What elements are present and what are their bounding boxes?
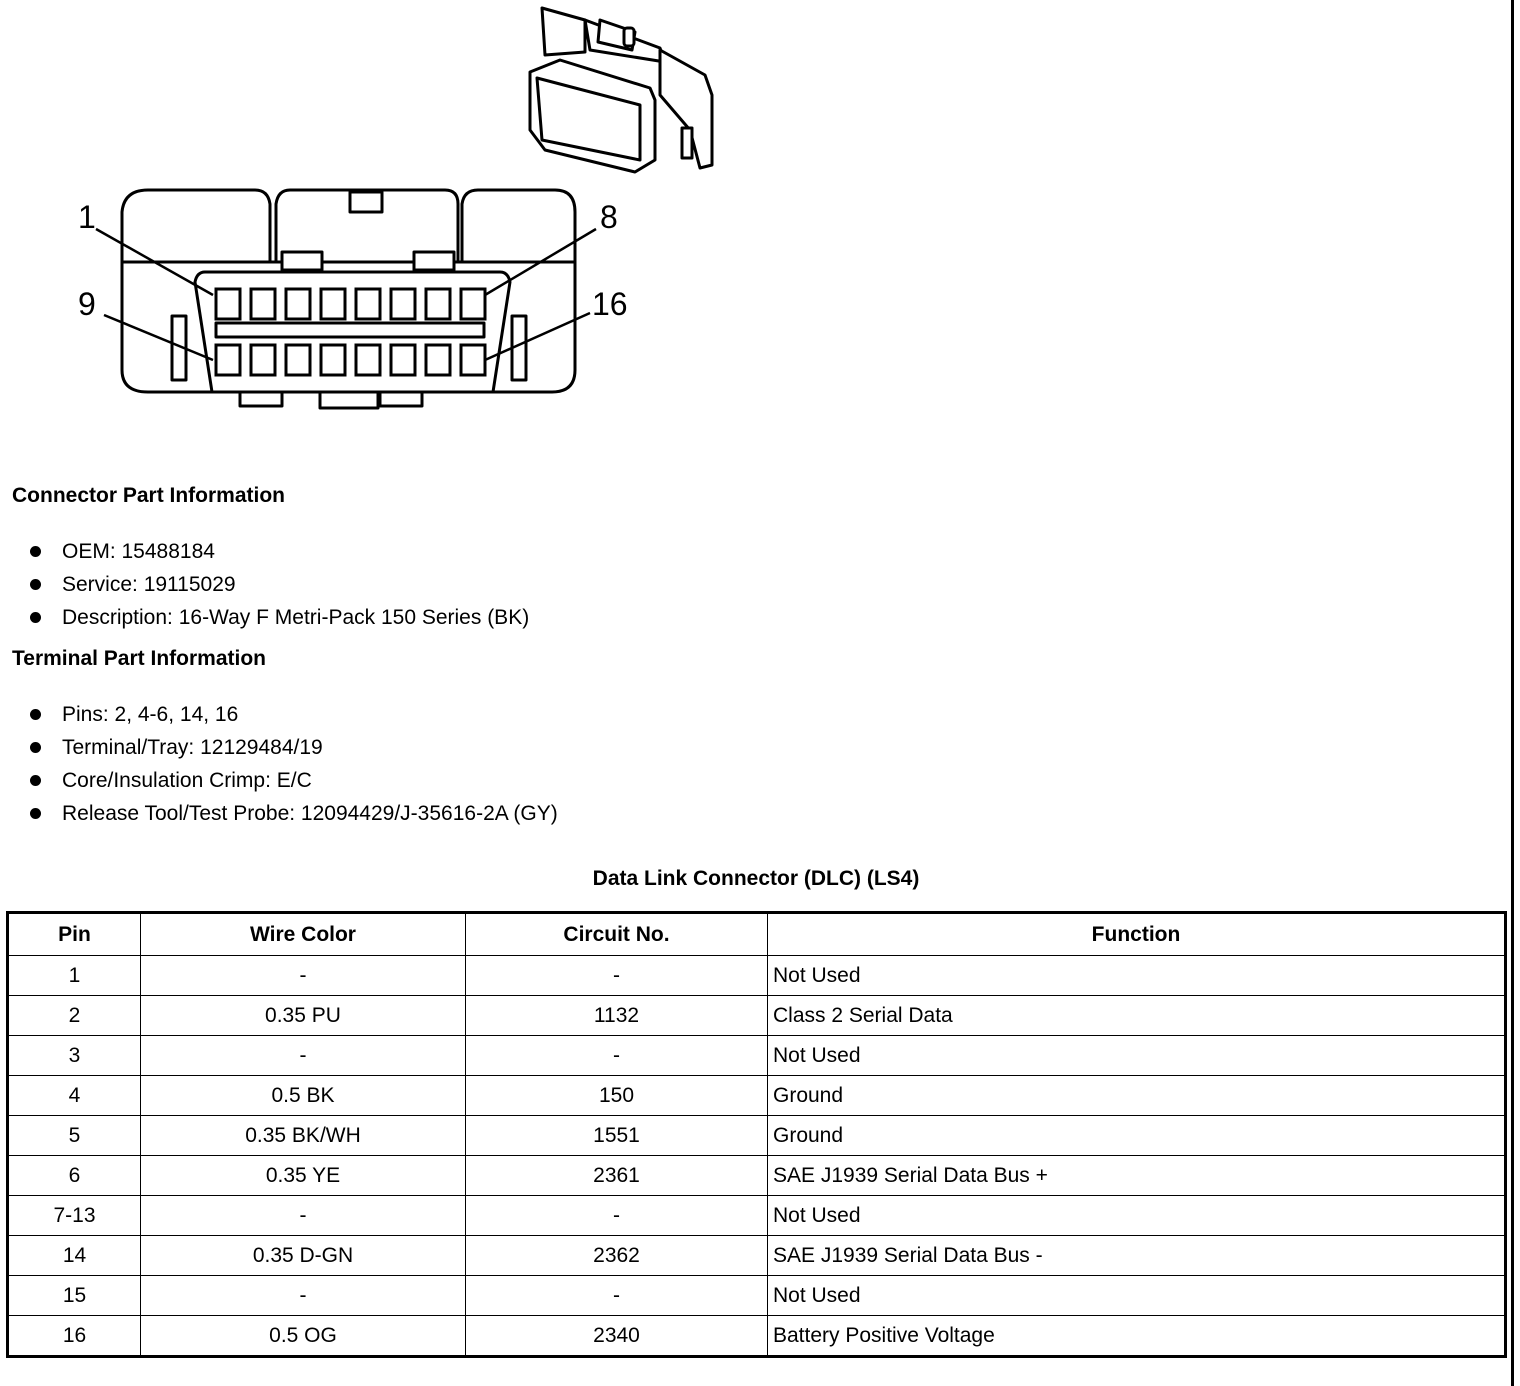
- connector-info-list: [30, 535, 529, 634]
- column-header-pin: Pin: [8, 913, 141, 956]
- cell-function: Class 2 Serial Data: [768, 996, 1506, 1036]
- pinout-table: [6, 911, 1507, 1358]
- table-row: [8, 956, 1506, 996]
- connector-isometric-view: [530, 8, 712, 172]
- pin-cavity: [391, 289, 415, 319]
- pin-cavity: [286, 345, 310, 375]
- pin-cavity: [216, 345, 240, 375]
- cell-circuit: -: [466, 956, 768, 996]
- cell-circuit: 2361: [466, 1156, 768, 1196]
- bullet-icon: [30, 612, 41, 623]
- connector-info-heading: Connector Part Information: [12, 484, 286, 507]
- cell-circuit: 2340: [466, 1316, 768, 1357]
- cell-function: Ground: [768, 1116, 1506, 1156]
- list-item: Release Tool/Test Probe: 12094429/J-35616-2A (GY): [30, 797, 558, 830]
- pin-cavity: [251, 345, 275, 375]
- cell-function: SAE J1939 Serial Data Bus -: [768, 1236, 1506, 1276]
- list-item: OEM: 15488184: [30, 535, 529, 568]
- table-title: Data Link Connector (DLC) (LS4): [592, 867, 920, 890]
- pin-cavity: [356, 345, 380, 375]
- pin-cavity: [426, 289, 450, 319]
- cell-circuit: 150: [466, 1076, 768, 1116]
- terminal-info-list: [30, 698, 558, 830]
- cell-pin: 1: [8, 956, 141, 996]
- table-row: [8, 1036, 1506, 1076]
- cell-wire-color: 0.5 OG: [141, 1316, 466, 1357]
- pin-cavity: [286, 289, 310, 319]
- pin-label-8: 8: [600, 199, 618, 235]
- cell-pin: 3: [8, 1036, 141, 1076]
- list-item: Pins: 2, 4-6, 14, 16: [30, 698, 558, 731]
- cell-pin: 4: [8, 1076, 141, 1116]
- list-item: Core/Insulation Crimp: E/C: [30, 764, 558, 797]
- pin-cavity: [461, 345, 485, 375]
- cell-circuit: 1132: [466, 996, 768, 1036]
- table-row: [8, 1276, 1506, 1316]
- column-header-function: Function: [768, 913, 1506, 956]
- terminal-info-heading: Terminal Part Information: [12, 647, 266, 670]
- cell-function: Battery Positive Voltage: [768, 1316, 1506, 1357]
- pin-cavity: [426, 345, 450, 375]
- cell-circuit: -: [466, 1036, 768, 1076]
- cell-circuit: -: [466, 1276, 768, 1316]
- pin-label-16: 16: [592, 286, 628, 322]
- cell-function: Not Used: [768, 1276, 1506, 1316]
- cell-function: Not Used: [768, 1196, 1506, 1236]
- cell-wire-color: 0.35 PU: [141, 996, 466, 1036]
- table-row: [8, 1076, 1506, 1116]
- table-row: [8, 1316, 1506, 1357]
- bullet-icon: [30, 709, 41, 720]
- cell-function: Not Used: [768, 956, 1506, 996]
- cell-pin: 14: [8, 1236, 141, 1276]
- table-row: [8, 1196, 1506, 1236]
- cell-wire-color: 0.35 BK/WH: [141, 1116, 466, 1156]
- cell-function: Not Used: [768, 1036, 1506, 1076]
- cell-pin: 16: [8, 1316, 141, 1357]
- table-header-row: [8, 913, 1506, 956]
- table-row: [8, 996, 1506, 1036]
- cell-function: SAE J1939 Serial Data Bus +: [768, 1156, 1506, 1196]
- bullet-icon: [30, 775, 41, 786]
- cell-wire-color: -: [141, 1036, 466, 1076]
- bullet-icon: [30, 808, 41, 819]
- cell-wire-color: 0.35 D-GN: [141, 1236, 466, 1276]
- pin-label-9: 9: [78, 286, 96, 322]
- list-item: Service: 19115029: [30, 568, 529, 601]
- pin-cavity: [356, 289, 380, 319]
- cell-wire-color: -: [141, 956, 466, 996]
- pin-cavity: [251, 289, 275, 319]
- cell-pin: 5: [8, 1116, 141, 1156]
- column-header-circuit: Circuit No.: [466, 913, 768, 956]
- connector-front-view: [122, 190, 575, 408]
- bullet-icon: [30, 546, 41, 557]
- list-item: Terminal/Tray: 12129484/19: [30, 731, 558, 764]
- pin-cavity: [391, 345, 415, 375]
- bullet-icon: [30, 742, 41, 753]
- cell-pin: 15: [8, 1276, 141, 1316]
- table-row: [8, 1236, 1506, 1276]
- page-border-rule: [1511, 0, 1514, 1386]
- cell-circuit: -: [466, 1196, 768, 1236]
- cell-pin: 2: [8, 996, 141, 1036]
- cell-pin: 7-13: [8, 1196, 141, 1236]
- pin-cavity: [216, 289, 240, 319]
- pin-label-1: 1: [78, 199, 96, 235]
- cell-pin: 6: [8, 1156, 141, 1196]
- table-row: [8, 1156, 1506, 1196]
- pin-cavity: [321, 345, 345, 375]
- bullet-icon: [30, 579, 41, 590]
- cell-function: Ground: [768, 1076, 1506, 1116]
- connector-diagram: [0, 0, 760, 420]
- pin-cavity: [461, 289, 485, 319]
- cell-circuit: 1551: [466, 1116, 768, 1156]
- list-item: Description: 16-Way F Metri-Pack 150 Series (BK): [30, 601, 529, 634]
- pin-cavity: [321, 289, 345, 319]
- column-header-wire-color: Wire Color: [141, 913, 466, 956]
- cell-wire-color: -: [141, 1196, 466, 1236]
- cell-wire-color: -: [141, 1276, 466, 1316]
- cell-wire-color: 0.35 YE: [141, 1156, 466, 1196]
- table-row: [8, 1116, 1506, 1156]
- cell-circuit: 2362: [466, 1236, 768, 1276]
- cell-wire-color: 0.5 BK: [141, 1076, 466, 1116]
